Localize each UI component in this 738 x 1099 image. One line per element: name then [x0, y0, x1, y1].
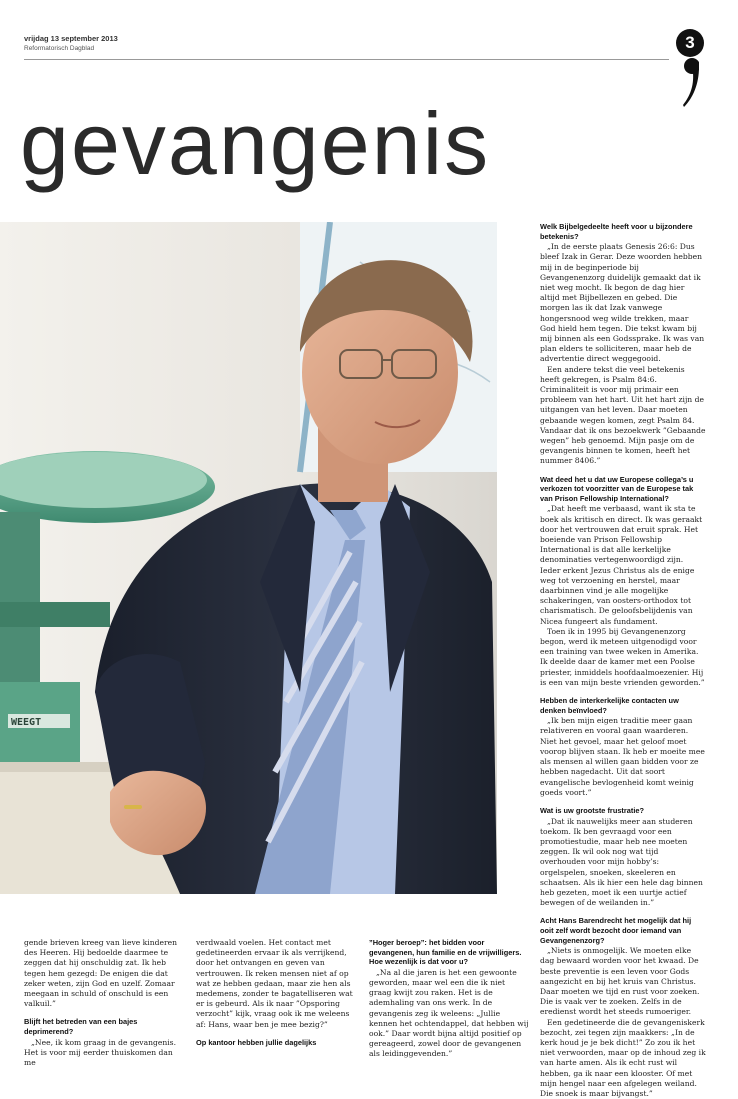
interview-question: Wat is uw grootste frustratie? — [540, 805, 645, 815]
comma-ornament-icon — [683, 56, 699, 108]
interview-paragraph: „Na al die jaren is het een gewoonte geworden, maar wel een die ik niet graag kwijt zou raken. Het is de ademhaling van ons werk. In de gevangenis zeg ik weleens: „Jullie kennen het ochtendappel, dat hebben wij ook.” Daar wordt bijna altijd positief op gereageerd, zowel door de gevangenen als leidinggevenden.” — [369, 967, 529, 1059]
interview-question: ”Hoger beroep”: het bidden voor gevangenen, hun familie en de vrijwilligers. Hoe wezenlijk is dat voor u? — [369, 938, 522, 967]
interview-paragraph: gende brieven kreeg van lieve kinderen des Heeren. Hij bedoelde daarmee te zeggen dat hij onschuldig zat. Ik heb tegen hem gezegd: De enigen die dat zeker weten, zijn God en uzelf. Zomaar meegaan in schuld of onschuld is een valkuil.” — [24, 938, 177, 1009]
interview-column-bottom-1 — [24, 938, 184, 1068]
header-divider — [24, 59, 669, 60]
interview-paragraph: verdwaald voelen. Het contact met gedetineerden ervaar ik als verrijkend, door het ontvangen en geven van vertrouwen. Ik reken mensen niet af op wat ze hebben gedaan, maar zie hen als medemens, zonder te bagatelliseren wat er is gebeurd. Als ik naar ”Opsporing verzocht” kijk, vraag ook ik me weleens af: Hans, waar ben je mee bezig?” — [196, 938, 353, 1029]
interview-column-right — [540, 222, 706, 1099]
interview-question: Acht Hans Barendrecht het mogelijk dat hij ooit zelf wordt bezocht door iemand van Gevangenenzorg? — [540, 916, 692, 945]
interview-paragraph: „Niets is onmogelijk. We moeten elke dag bewaard worden voor het kwaad. De beste preventie is een leven voor Gods aangezicht en bij het kruis van Christus. Daar moeten we tijd en rust voor zoeken. Die is vaak ver te zoeken. Zelfs in de eredienst wordt het steeds rumoeriger. — [540, 946, 700, 1017]
interview-question: Wat deed het u dat uw Europese collega’s u verkozen tot voorzitter van de Europese tak van Prison Fellowship International? — [540, 474, 694, 503]
interview-question: Op kantoor hebben jullie dagelijks — [196, 1037, 317, 1047]
interview-column-bottom-2 — [196, 938, 356, 1048]
interview-paragraph: Een gedetineerde die de gevangeniskerk bezocht, zei tegen zijn maakkers: „In de kerk houd je je bek dicht!” Zo zou ik het niet verwoorden, maar op de inhoud zeg ik van harte amen. Als ik echt rust wil hebben, ga ik naar een klooster. Of met mijn hengel naar een afgelegen weiland. Die snoek is maar bijvangst.” — [540, 1017, 706, 1098]
interview-paragraph: „Ik ben mijn eigen traditie meer gaan relativeren en vooral gaan waarderen. Niet het gevoel, maar het geloof moet voorop blijven staan. Ik heb er moeite mee als mensen al willen gaan bidden voor ze hebben nagedacht. Uit dat soort evangelische bevlogenheid komt weinig goeds voort.” — [540, 716, 705, 797]
interview-question: Blijft het betreden van een bajes deprimerend? — [24, 1017, 138, 1037]
portrait-illustration — [0, 222, 497, 894]
page-number-badge: 3 — [676, 29, 704, 57]
interview-paragraph: „Dat heeft me verbaasd, want ik sta te boek als kritisch en direct. Ik was geraakt door het vertrouwen dat eruit sprak. Het boeiende van Prison Fellowship International is dat alle kerkelijke denominaties vertegenwoordigd zijn. Ieder erkent Jezus Christus als de enige weg tot verzoening en herstel, maar daarbinnen vind je alle mogelijke schakeringen, van oosters-orthodox tot charismatisch. De geloofsbelijdenis van Nicea fungeert als fundament. — [540, 504, 703, 626]
interview-paragraph: Toen ik in 1995 bij Gevangenenzorg begon, werd ik meteen uitgenodigd voor een training van twee weken in Amerika. Ik deelde daar de kamer met een Poolse priester, inmiddels hoofdaalmoezenier. Hij is een van mijn beste vrienden geworden.” — [540, 626, 705, 687]
interview-question: Welk Bijbelgedeelte heeft voor u bijzondere betekenis? — [540, 222, 693, 241]
portrait-photo — [0, 222, 497, 894]
interview-paragraph: „Nee, ik kom graag in de gevangenis. Het is voor mij eerder thuiskomen dan me — [24, 1037, 176, 1068]
issue-date: vrijdag 13 september 2013 — [24, 34, 118, 43]
newspaper-name: Reformatorisch Dagblad — [24, 45, 95, 52]
interview-paragraph: „In de eerste plaats Genesis 26:6: Dus bleef Izak in Gerar. Deze woorden hebben mij in de beginperiode bij Gevangenenzorg duidelijk gemaakt dat ik niet weg mocht. Ik begon de dag hier altijd met Bijbellezen en gebed. Die morgen las ik dat Izak vanwege hongersnood weg wilde trekken, maar God hield hem tegen. Die tekst kwam bij mij binnen als een Godssprake. Ik was van plan elders te solliciteren, maar heb de advertentie direct weggegooid. — [540, 242, 705, 364]
headline: gevangenis — [20, 94, 491, 193]
interview-paragraph: „Dat ik nauwelijks meer aan studeren toekom. Ik ben gevraagd voor een promotiestudie, maar heb nee moeten zeggen. Ik wil ook nog wat tijd overhouden voor mijn hobby’s: orgelspelen, snoeken, skeeleren en schaatsen. Als ik hier een hele dag binnen heb gezeten, moet ik een uurtje actief bewegen of de weilanden in.” — [540, 816, 703, 908]
interview-column-bottom-3 — [369, 938, 529, 1060]
scale-label: WEEGT — [11, 717, 42, 728]
interview-question: Hebben de interkerkelijke contacten uw denken beïnvloed? — [540, 696, 679, 715]
interview-paragraph: Een andere tekst die veel betekenis heeft gekregen, is Psalm 84:6. Criminaliteit is voor mij primair een probleem van het hart. Uit het hart zijn de uitgangen van het leven. Daar moeten gebaande wegen komen, zegt Psalm 84. Vandaar dat ik ons bezoekwerk ”Gebaande wegen” heb genoemd. Mijn pasje om de gevangenis binnen te komen, heeft het nummer 8406.” — [540, 364, 706, 466]
